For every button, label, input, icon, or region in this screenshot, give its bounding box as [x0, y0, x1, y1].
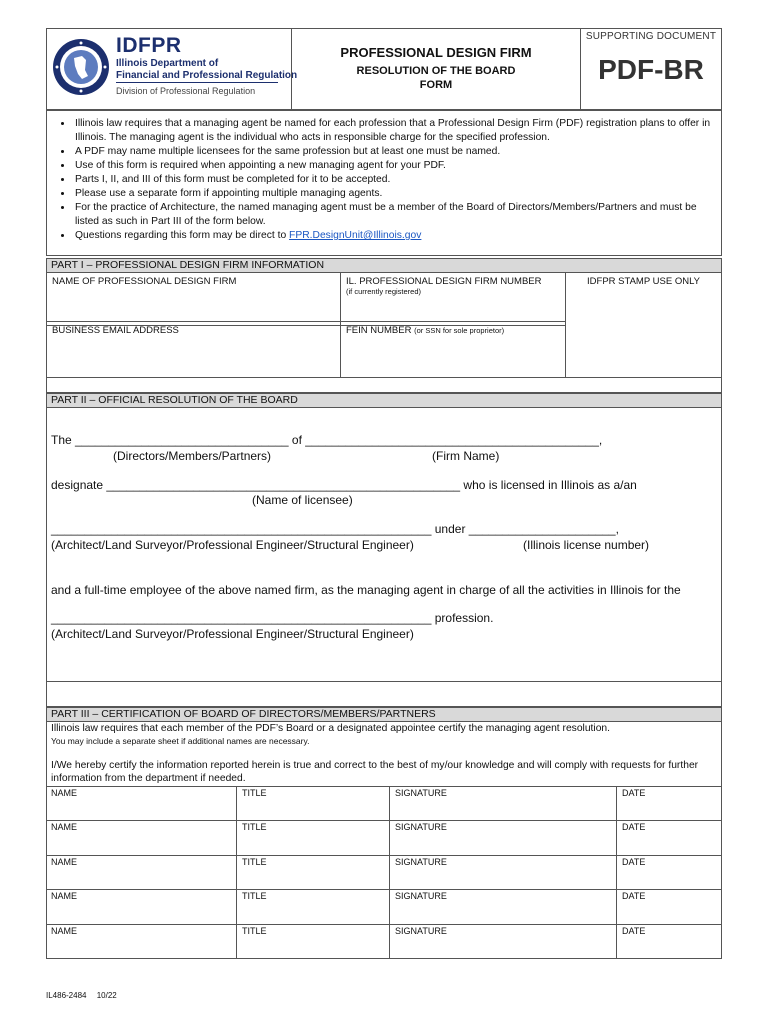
fein-note: (or SSN for sole proprietor): [414, 326, 505, 335]
instruction-item: • A PDF may name multiple licensees for the same profession but at least one must be named.: [73, 145, 721, 159]
form-title: PROFESSIONAL DESIGN FIRM: [340, 45, 532, 60]
instruction-item: • For the practice of Architecture, the named managing agent must be a member of the Board of Directors/Members/Partners and must be listed as such in Part III of the form below.: [73, 201, 721, 229]
footer-date: 10/22: [96, 991, 117, 1000]
name-field[interactable]: NAME: [51, 926, 78, 936]
part2-spacer: [46, 681, 722, 707]
form-subtitle-1: RESOLUTION OF THE BOARD: [356, 65, 516, 77]
caption-profession: (Architect/Land Surveyor/Professional Engineer/Structural Engineer): [51, 538, 414, 552]
instruction-item: • Parts I, II, and III of this form must be completed for it to be accepted.: [73, 173, 721, 187]
state-seal-icon: [52, 38, 110, 96]
logo-dept-line1: Illinois Department of: [116, 58, 219, 69]
resolution-line-3[interactable]: _________________________________________________________ under ______________________,: [51, 522, 619, 536]
footer: [46, 991, 117, 1000]
firm-number-field[interactable]: [340, 272, 566, 326]
resolution-line-5[interactable]: _________________________________________________________ profession.: [51, 611, 494, 625]
date-field[interactable]: DATE: [622, 788, 646, 798]
resolution-line-4: and a full-time employee of the above named firm, as the managing agent in charge of all the activities in Illinois for the: [51, 583, 681, 597]
form-title-box: [291, 28, 581, 110]
firm-number-note: (if currently registered): [346, 287, 422, 296]
logo-rule: [116, 82, 278, 83]
instruction-item: • Use of this form is required when appointing a new managing agent for your PDF.: [73, 159, 721, 173]
firm-name-field[interactable]: [46, 272, 341, 326]
part2-heading: PART II – OFFICIAL RESOLUTION OF THE BOARD: [46, 393, 722, 408]
signature-field[interactable]: SIGNATURE: [395, 788, 447, 798]
caption-licensee: (Name of licensee): [252, 493, 353, 507]
contact-email-link[interactable]: FPR.DesignUnit@Illinois.gov: [289, 230, 422, 241]
date-field[interactable]: DATE: [622, 926, 646, 936]
title-field[interactable]: TITLE: [242, 926, 267, 936]
footer-form-code: IL486-2484: [46, 991, 87, 1000]
certification-text-2: You may include a separate sheet if additional names are necessary.: [51, 736, 310, 746]
firm-number-label: IL. PROFESSIONAL DESIGN FIRM NUMBER: [346, 276, 542, 287]
instruction-item: • Please use a separate form if appointing multiple managing agents.: [73, 187, 721, 201]
fein-field[interactable]: [340, 321, 566, 378]
instructions-list: [47, 117, 721, 243]
signature-field[interactable]: SIGNATURE: [395, 891, 447, 901]
part3-heading: PART III – CERTIFICATION OF BOARD OF DIRECTORS/MEMBERS/PARTNERS: [46, 707, 722, 722]
certification-text-3: I/We hereby certify the information reported herein is true and correct to the best of my/our knowledge and will comply with requests for further information from the department if needed.: [51, 760, 699, 784]
logo-dept-line2: Financial and Professional Regulation: [116, 70, 298, 81]
caption-directors: (Directors/Members/Partners): [113, 449, 272, 463]
date-field[interactable]: DATE: [622, 857, 646, 867]
name-field[interactable]: NAME: [51, 857, 78, 867]
title-field[interactable]: TITLE: [242, 891, 267, 901]
caption-firm-name: (Firm Name): [432, 449, 500, 463]
part1-heading: PART I – PROFESSIONAL DESIGN FIRM INFORMATION: [46, 258, 722, 273]
signature-field[interactable]: SIGNATURE: [395, 822, 447, 832]
instruction-item: [73, 229, 721, 243]
form-code: PDF-BR: [598, 54, 704, 85]
name-field[interactable]: NAME: [51, 891, 78, 901]
caption-profession-2: (Architect/Land Surveyor/Professional Engineer/Structural Engineer): [51, 627, 414, 641]
business-email-field[interactable]: [46, 321, 341, 378]
title-field[interactable]: TITLE: [242, 857, 267, 867]
signature-table-grid: [46, 786, 722, 959]
firm-name-label: NAME OF PROFESSIONAL DESIGN FIRM: [52, 276, 237, 287]
stamp-box: [565, 272, 722, 378]
signature-field[interactable]: SIGNATURE: [395, 926, 447, 936]
signature-field[interactable]: SIGNATURE: [395, 857, 447, 867]
date-field[interactable]: DATE: [622, 891, 646, 901]
form-subtitle-2: FORM: [419, 79, 453, 91]
part1-spacer: [46, 377, 722, 393]
supporting-label: SUPPORTING DOCUMENT: [585, 31, 717, 42]
instructions-box: [46, 110, 722, 256]
contact-text: Questions regarding this form may be direct to: [75, 230, 290, 241]
name-field[interactable]: NAME: [51, 788, 78, 798]
logo-idfpr-text: IDFPR: [116, 34, 182, 57]
instruction-item: • Illinois law requires that a managing agent be named for each profession that a Professional Design Firm (PDF) registration plans to offer in Illinois. The managing agent is the individual who acts in responsible charge for the specified profession.: [73, 117, 721, 145]
resolution-line-2[interactable]: designate _____________________________________________________ who is licensed in Illinois as a/an: [51, 478, 637, 492]
name-field[interactable]: NAME: [51, 822, 78, 832]
title-field[interactable]: TITLE: [242, 822, 267, 832]
logo-division: Division of Professional Regulation: [116, 86, 256, 96]
stamp-label: IDFPR STAMP USE ONLY: [587, 276, 700, 287]
fein-label: FEIN NUMBER: [346, 325, 412, 336]
form-code-box: [580, 28, 722, 110]
title-field[interactable]: TITLE: [242, 788, 267, 798]
business-email-label: BUSINESS EMAIL ADDRESS: [52, 325, 179, 336]
caption-license-number: (Illinois license number): [523, 538, 650, 552]
certification-text-1: Illinois law requires that each member of the PDF’s Board or a designated appointee certify the managing agent resolution.: [51, 723, 611, 734]
signature-table: [46, 786, 722, 959]
date-field[interactable]: DATE: [622, 822, 646, 832]
resolution-line-1[interactable]: The ________________________________ of ____________________________________________,: [51, 433, 603, 447]
